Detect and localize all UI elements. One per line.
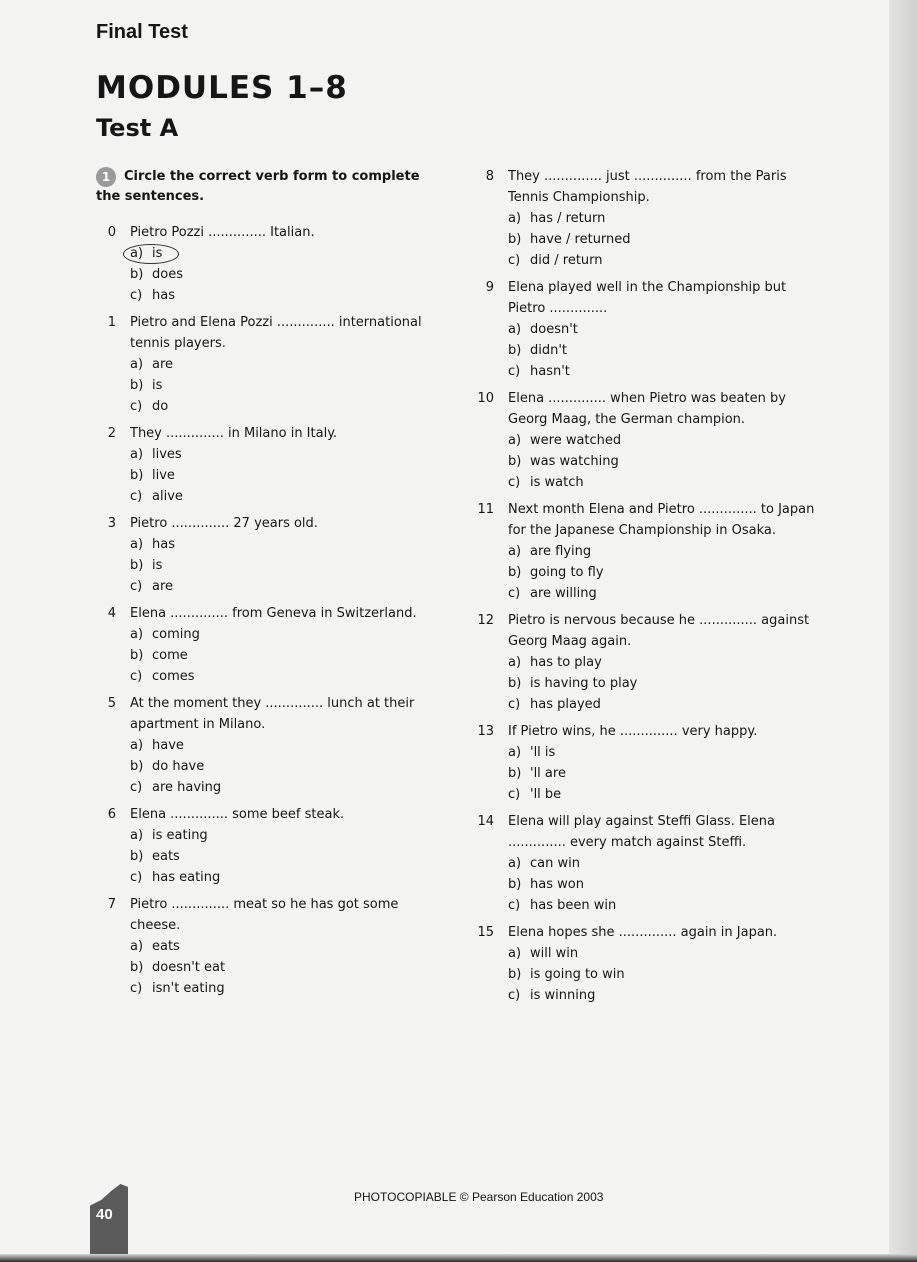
question-number: 3 [107, 516, 116, 531]
question-item [96, 603, 441, 687]
answer-option[interactable]: b) 'll are [508, 766, 566, 781]
answer-option[interactable]: c) hasn't [508, 364, 570, 379]
question-number: 14 [477, 814, 494, 829]
question-number: 13 [477, 724, 494, 739]
answer-option[interactable]: c) did / return [508, 253, 603, 268]
answer-option[interactable]: c) are having [130, 780, 222, 795]
question-item [474, 388, 824, 493]
answer-option[interactable] [130, 243, 441, 264]
question-item [96, 312, 441, 417]
question-number: 15 [477, 925, 494, 940]
exercise-instruction [96, 167, 441, 206]
question-number: 0 [107, 225, 116, 240]
question-text: They .............. in Milano in Italy. [130, 426, 338, 441]
question-text: At the moment they .............. lunch at their apartment in Milano. [130, 696, 415, 732]
answer-option[interactable]: a) is eating [130, 828, 208, 843]
question-number: 8 [485, 169, 494, 184]
page-title: MODULES 1–8 [96, 70, 348, 106]
question-text: Elena .............. from Geneva in Switzerland. [130, 606, 417, 621]
answer-option[interactable]: c) is watch [508, 475, 584, 490]
question-item [474, 721, 824, 805]
answer-option[interactable]: b) is [130, 558, 163, 573]
answer-option[interactable]: b) didn't [508, 343, 568, 358]
answer-option[interactable]: c) has eating [130, 870, 221, 885]
page-edge-shadow [889, 0, 917, 1262]
answer-option[interactable]: c) are willing [508, 586, 597, 601]
answer-option[interactable]: b) have / returned [508, 232, 631, 247]
answer-option[interactable]: a) lives [130, 447, 182, 462]
question-item [474, 922, 824, 1006]
answer-option[interactable]: a) are [130, 357, 174, 372]
instruction-text: Circle the correct verb form to complete the sentences. [96, 169, 420, 204]
question-text: Pietro is nervous because he .............. against Georg Maag again. [508, 613, 810, 649]
answer-option[interactable]: a) has to play [508, 655, 602, 670]
questions-right-column [474, 166, 824, 1012]
question-item [474, 277, 824, 382]
answer-option[interactable]: b) do have [130, 759, 205, 774]
answer-option[interactable]: a) were watched [508, 433, 622, 448]
page-number: 40 [96, 1206, 113, 1223]
question-item [474, 811, 824, 916]
question-item [96, 423, 441, 507]
question-item [96, 804, 441, 888]
answer-option[interactable]: c) is winning [508, 988, 596, 1003]
question-text: Pietro Pozzi .............. Italian. [130, 225, 315, 240]
section-label: Final Test [96, 21, 188, 43]
answer-option[interactable]: b) has won [508, 877, 584, 892]
answer-option[interactable]: b) eats [130, 849, 180, 864]
answer-option[interactable]: b) was watching [508, 454, 619, 469]
question-number: 7 [107, 897, 116, 912]
question-item [474, 610, 824, 715]
answer-option[interactable]: c) has been win [508, 898, 617, 913]
question-item [96, 894, 441, 999]
question-number: 5 [107, 696, 116, 711]
test-subtitle: Test A [96, 114, 179, 142]
question-text: Pietro .............. meat so he has got some cheese. [130, 897, 399, 933]
exercise-number-badge: 1 [96, 167, 116, 187]
answer-option[interactable]: b) doesn't eat [130, 960, 226, 975]
question-number: 1 [107, 315, 116, 330]
question-text: They .............. just .............. from the Paris Tennis Championship. [508, 169, 787, 205]
answer-option[interactable]: b) is going to win [508, 967, 625, 982]
question-item [96, 222, 441, 306]
answer-option[interactable]: c) has played [508, 697, 601, 712]
question-number: 4 [107, 606, 116, 621]
question-number: 2 [107, 426, 116, 441]
answer-option[interactable]: c) do [130, 399, 169, 414]
answer-option[interactable]: c) 'll be [508, 787, 562, 802]
answer-option[interactable]: a) 'll is [508, 745, 556, 760]
answer-option[interactable]: a) doesn't [508, 322, 578, 337]
question-item [96, 693, 441, 798]
circled-answer-mark: a) is [123, 244, 179, 264]
answer-option[interactable]: a) have [130, 738, 184, 753]
question-number: 6 [107, 807, 116, 822]
question-text: Elena hopes she .............. again in Japan. [508, 925, 778, 940]
page-bottom-edge [0, 1254, 917, 1262]
question-text: Pietro and Elena Pozzi .............. international tennis players. [130, 315, 422, 351]
question-number: 12 [477, 613, 494, 628]
answer-option[interactable]: a) eats [130, 939, 180, 954]
question-text: If Pietro wins, he .............. very happy. [508, 724, 758, 739]
answer-option[interactable]: a) has [130, 537, 175, 552]
answer-option[interactable]: a) coming [130, 627, 200, 642]
questions-left-column [96, 222, 441, 1005]
answer-option[interactable]: a) has / return [508, 211, 606, 226]
answer-option[interactable]: b) going to fly [508, 565, 604, 580]
question-text: Elena played well in the Championship but Pietro .............. [508, 280, 787, 316]
copyright-footer: PHOTOCOPIABLE © Pearson Education 2003 [354, 1190, 604, 1204]
answer-option[interactable]: b) does [130, 267, 183, 282]
answer-option[interactable]: c) has [130, 288, 175, 303]
answer-option[interactable]: c) alive [130, 489, 183, 504]
answer-option[interactable]: c) isn't eating [130, 981, 225, 996]
question-item [474, 499, 824, 604]
question-number: 11 [477, 502, 494, 517]
question-text: Pietro .............. 27 years old. [130, 516, 318, 531]
question-number: 10 [477, 391, 494, 406]
answer-option[interactable]: b) is [130, 378, 163, 393]
answer-option[interactable]: a) can win [508, 856, 580, 871]
question-text: Elena .............. when Pietro was beaten by Georg Maag, the German champion. [508, 391, 786, 427]
answer-option[interactable]: a) will win [508, 946, 579, 961]
answer-option[interactable]: a) are flying [508, 544, 592, 559]
answer-option[interactable]: b) live [130, 468, 175, 483]
question-text: Elena will play against Steffi Glass. Elena .............. every match against Steffi. [508, 814, 775, 850]
answer-option[interactable]: c) comes [130, 669, 195, 684]
question-number: 9 [485, 280, 494, 295]
answer-option[interactable]: c) are [130, 579, 174, 594]
answer-option[interactable]: b) is having to play [508, 676, 638, 691]
question-text: Elena .............. some beef steak. [130, 807, 345, 822]
question-item [474, 166, 824, 271]
question-item [96, 513, 441, 597]
question-text: Next month Elena and Pietro .............. to Japan for the Japanese Championship in Osaka. [508, 502, 815, 538]
answer-option[interactable]: b) come [130, 648, 188, 663]
